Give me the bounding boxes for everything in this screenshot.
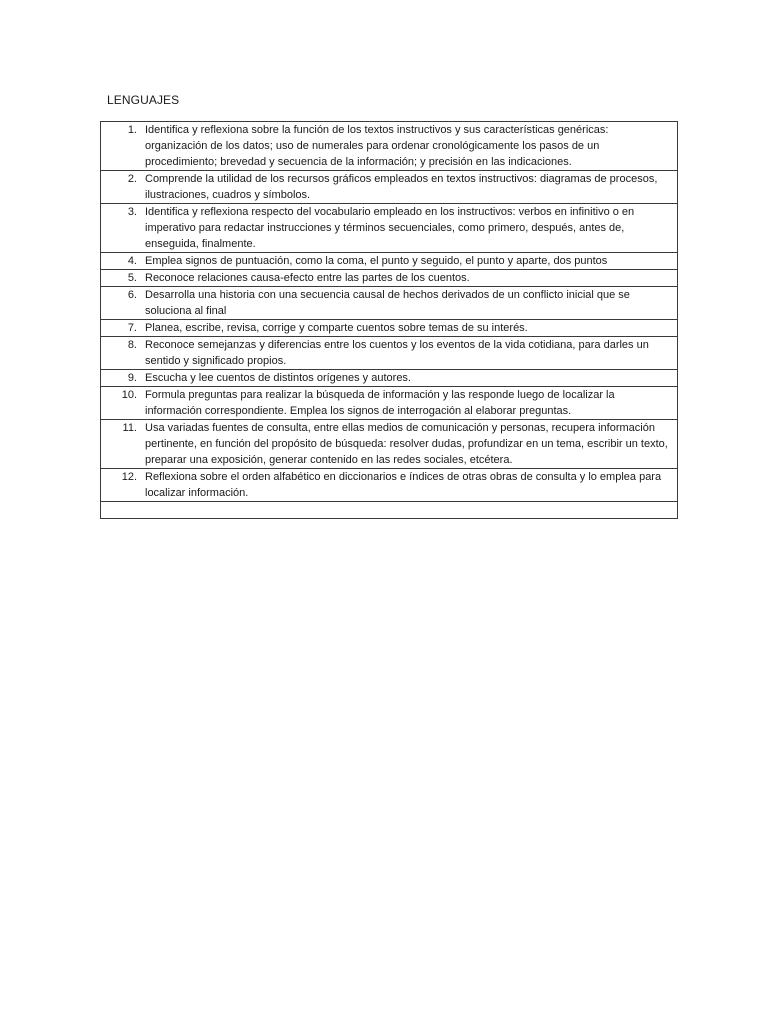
table-row (101, 171, 678, 204)
page-title: LENGUAJES (107, 93, 180, 107)
empty-table-cell (101, 502, 678, 519)
table-cell (101, 337, 678, 370)
table-cell (101, 469, 678, 502)
table-cell (101, 287, 678, 320)
item-text: Emplea signos de puntuación, como la coma, el punto y seguido, el punto y aparte, dos puntos (145, 255, 608, 267)
table-row (101, 320, 678, 337)
table-row (101, 370, 678, 387)
item-number: 7. (127, 322, 137, 334)
item-number: 3. (127, 206, 137, 218)
item-text: Formula preguntas para realizar la búsqueda de información y las responde luego de localizar la información correspondiente. Emplea los signos de interrogación al elaborar preguntas. (145, 389, 615, 417)
table-cell (101, 320, 678, 337)
item-number: 8. (127, 339, 137, 351)
item-number: 1. (127, 124, 137, 136)
item-number: 9. (127, 372, 137, 384)
item-text: Reflexiona sobre el orden alfabético en diccionarios e índices de otras obras de consulta y lo emplea para localizar información. (145, 471, 662, 499)
item-number: 11. (122, 422, 137, 434)
table-row (101, 337, 678, 370)
item-text: Identifica y reflexiona sobre la función de los textos instructivos y sus características genéricas: organización de los datos; uso de numerales para ordenar cronológicamente los pasos de un procedimiento; brevedad y secuencia de la información; y precisión en las indicaciones. (145, 124, 609, 168)
item-text: Comprende la utilidad de los recursos gráficos empleados en textos instructivos: diagramas de procesos, ilustraciones, cuadros y símbolos. (145, 173, 658, 201)
empty-table-row (101, 502, 678, 519)
table-row (101, 420, 678, 469)
item-number: 2. (127, 173, 137, 185)
table-row (101, 253, 678, 270)
item-text: Desarrolla una historia con una secuencia causal de hechos derivados de un conflicto inicial que se soluciona al final (145, 289, 630, 317)
table-cell (101, 420, 678, 469)
table-row (101, 204, 678, 253)
table-cell (101, 253, 678, 270)
item-text: Reconoce relaciones causa-efecto entre las partes de los cuentos. (145, 272, 470, 284)
item-number: 5. (127, 272, 137, 284)
item-text: Identifica y reflexiona respecto del vocabulario empleado en los instructivos: verbos en infinitivo o en imperativo para redactar instrucciones y términos secuenciales, como primero, después, antes de, enseguida, finalmente. (145, 206, 635, 250)
item-number: 12. (121, 471, 137, 483)
item-number: 6. (127, 289, 137, 301)
table-cell (101, 270, 678, 287)
table-cell (101, 122, 678, 171)
table-cell (101, 204, 678, 253)
table-row (101, 387, 678, 420)
table-row (101, 469, 678, 502)
learning-outcomes-table (100, 121, 678, 519)
table-row (101, 122, 678, 171)
table-cell (101, 387, 678, 420)
item-text: Usa variadas fuentes de consulta, entre ellas medios de comunicación y personas, recupera información pertinente, en función del propósito de búsqueda: resolver dudas, profundizar en un tema, escribir un texto, preparar una exposición, generar contenido en las redes sociales, etcétera. (145, 422, 668, 466)
item-text: Reconoce semejanzas y diferencias entre los cuentos y los eventos de la vida cotidiana, para darles un sentido y significado propios. (145, 339, 649, 367)
table-cell (101, 370, 678, 387)
item-number: 4. (127, 255, 137, 267)
table-row (101, 287, 678, 320)
table-body (101, 122, 678, 519)
item-text: Planea, escribe, revisa, corrige y comparte cuentos sobre temas de su interés. (145, 322, 528, 334)
item-number: 10. (121, 389, 137, 401)
table-cell (101, 171, 678, 204)
table-row (101, 270, 678, 287)
item-text: Escucha y lee cuentos de distintos orígenes y autores. (145, 372, 411, 384)
